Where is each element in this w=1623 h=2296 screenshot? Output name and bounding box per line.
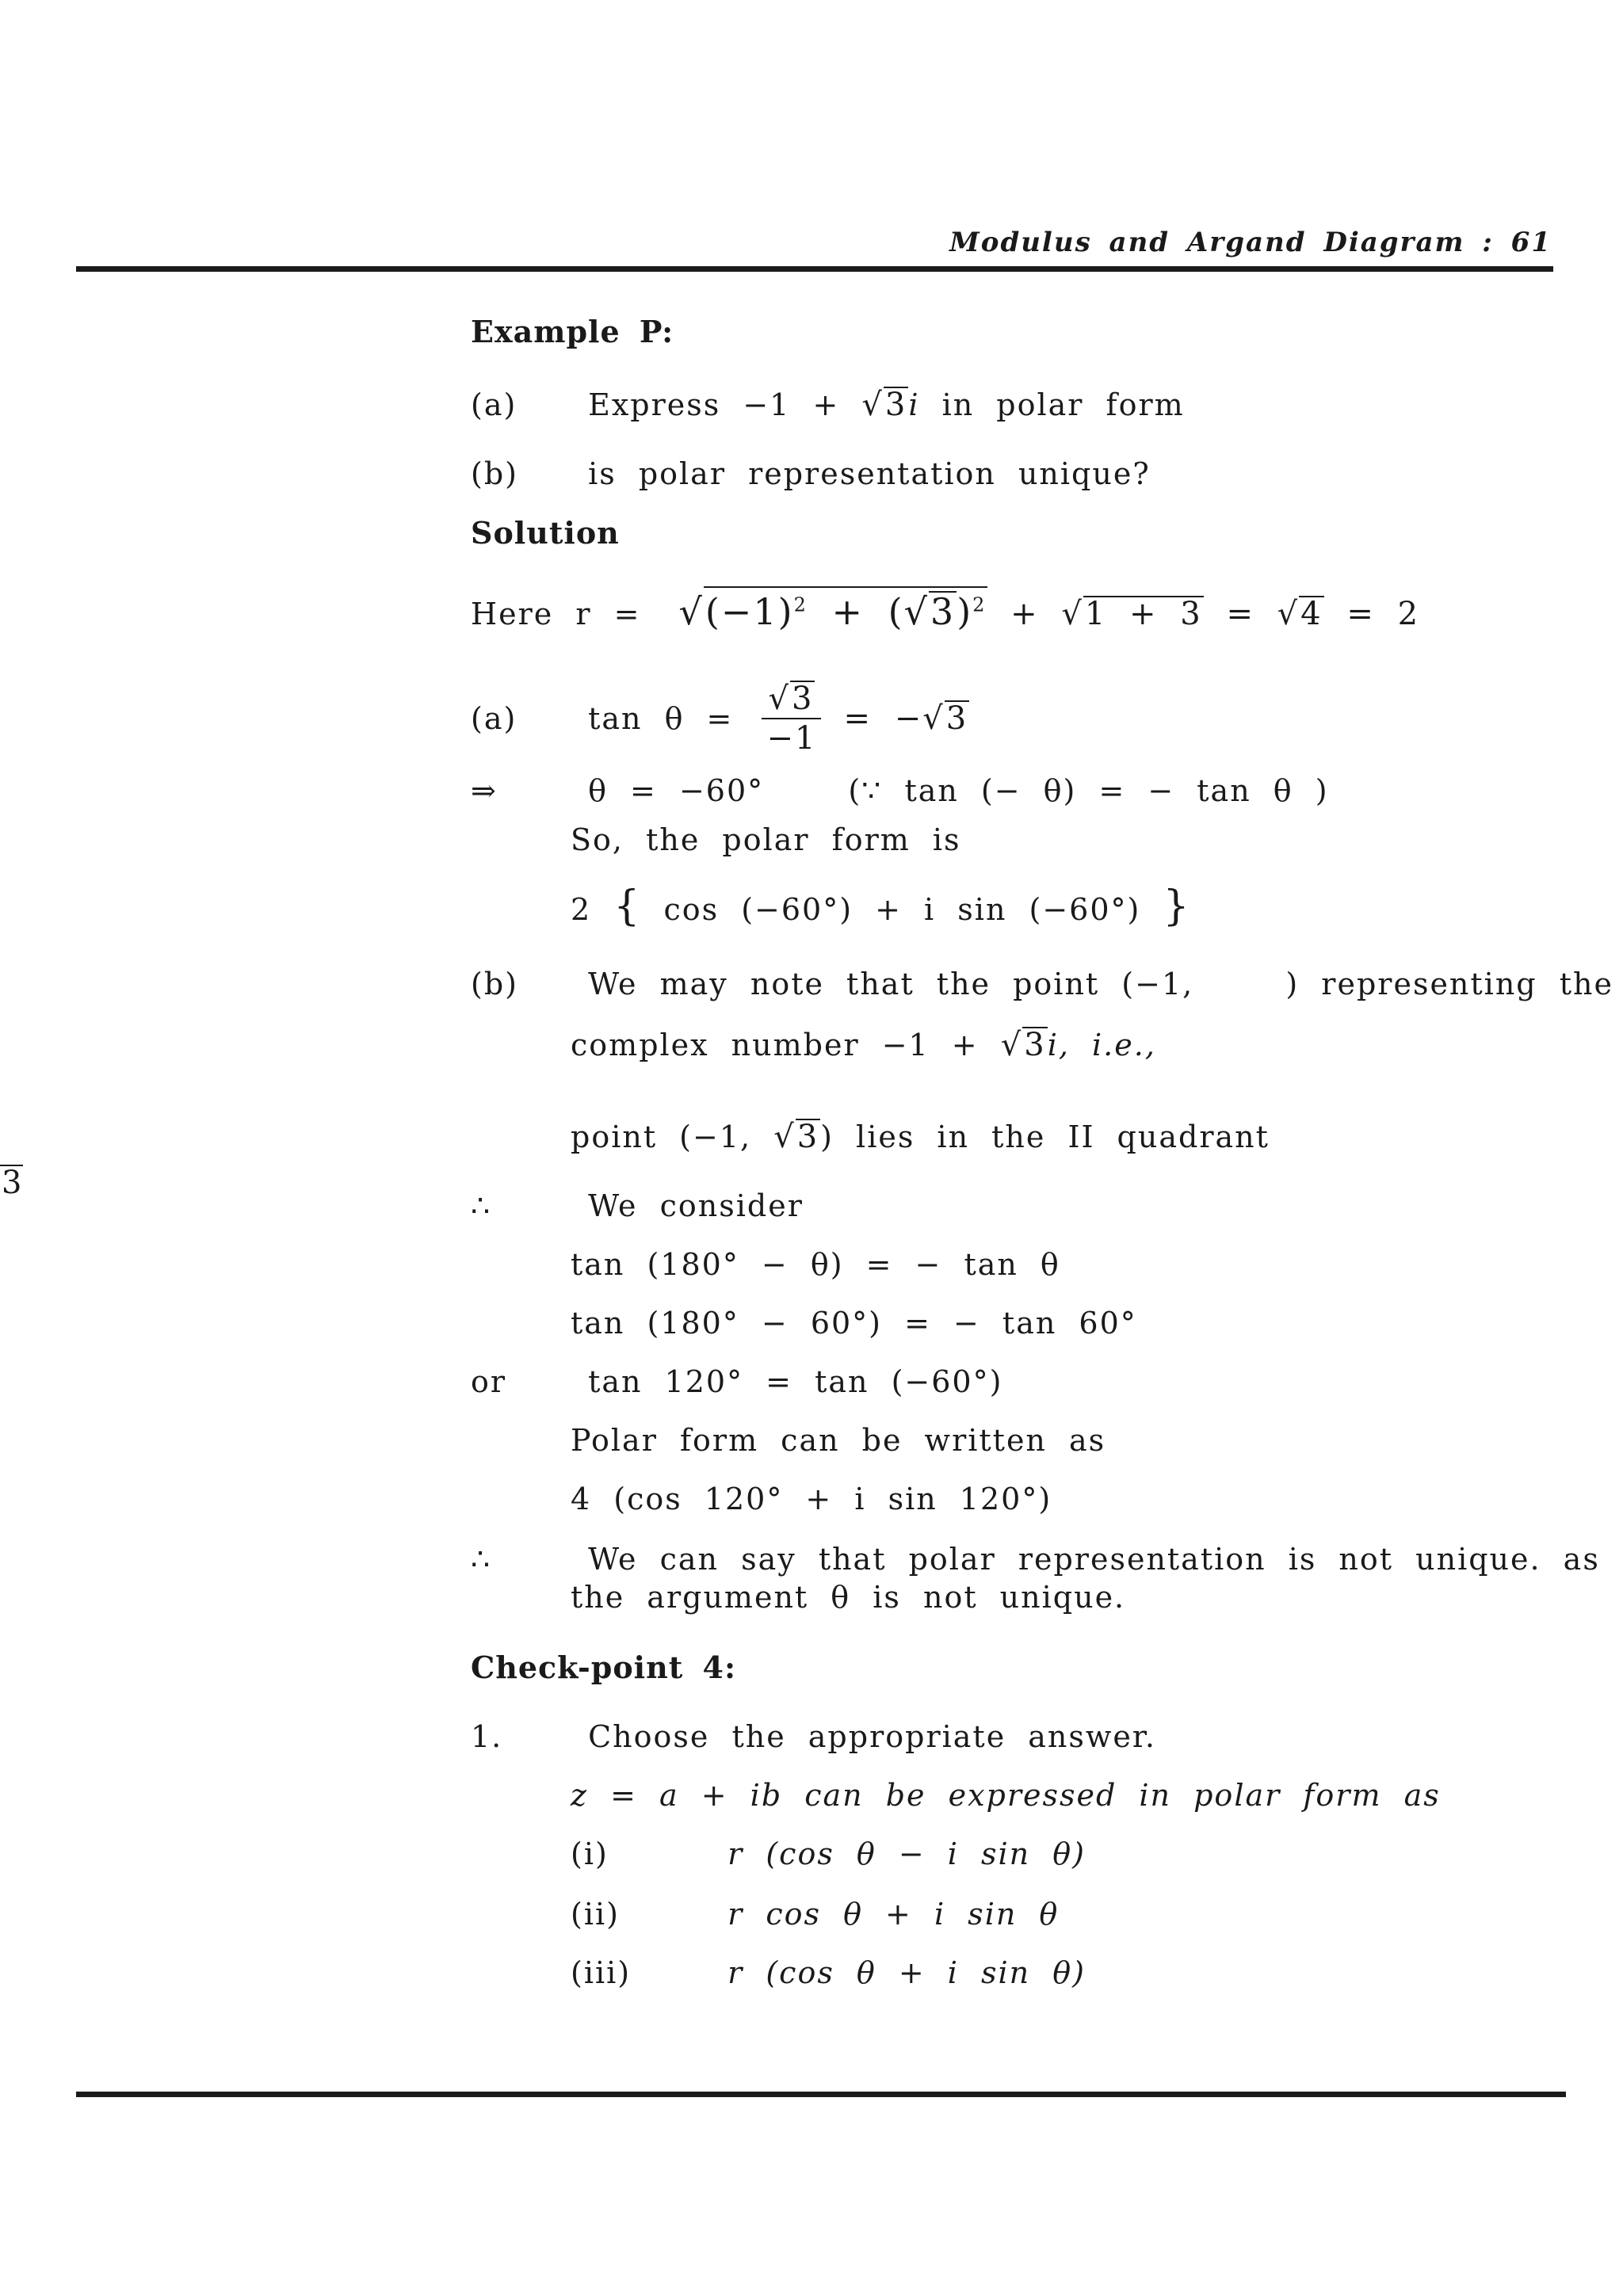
margin-fragment [0, 1165, 23, 1201]
footer-rule [76, 2092, 1566, 2097]
r-plus: + [831, 590, 865, 633]
b-line2-post: i, i.e., [1047, 1028, 1156, 1062]
option-iii [571, 1955, 1086, 1990]
q1-stem: z = a + ib can be expressed in polar form as [571, 1778, 1441, 1813]
example-title: Example P: [471, 314, 674, 349]
tan-120-line [471, 1364, 1002, 1399]
part-a-sqrt: 3 [884, 387, 907, 423]
implies-symbol: ⇒ [471, 773, 498, 808]
part-a-label: (a) [471, 387, 517, 422]
therefore-symbol-2: ∴ [471, 1542, 492, 1577]
tan-identity-60-line: tan (180° − 60°) = − tan 60° [571, 1306, 1137, 1341]
b-line1-pre: We may note that the point (−1, [588, 967, 1194, 1001]
point-post: ) lies in the II quadrant [820, 1119, 1270, 1154]
part-a-i: i [908, 387, 920, 422]
frac-result-pre: = − [843, 700, 923, 737]
r-term-1: (−1) [705, 590, 794, 633]
margin-sqrt: 3 [2, 1165, 22, 1201]
theta-value: θ = −60° [588, 773, 765, 808]
part-b-line2: complex number −1 + √3i, i.e., [571, 1027, 1156, 1063]
therefore-symbol: ∴ [471, 1188, 492, 1223]
r-result: = 2 [1346, 596, 1420, 632]
part-a-text-pre: Express [588, 387, 721, 422]
point-pre: point (−1, [571, 1119, 752, 1154]
because-note: (∵ tan (− θ) = − tan θ ) [848, 773, 1329, 808]
conclusion-line1 [471, 1542, 1600, 1577]
frac-result-sqrt: 3 [945, 700, 968, 737]
tan-label: tan θ = [588, 701, 734, 736]
option-i-text: r (cos θ − i sin θ) [727, 1836, 1086, 1871]
theta-line [471, 773, 1329, 808]
here-label: Here r = [471, 597, 641, 631]
or-label: or [471, 1364, 507, 1399]
part-b-text: is polar representation unique? [588, 456, 1151, 491]
r-exp-2: 2 [972, 593, 987, 616]
polar-coeff: 2 [571, 892, 592, 927]
r-eq: = [1226, 596, 1254, 632]
option-i [571, 1836, 1086, 1871]
example-part-b [471, 456, 1151, 491]
polar-form-line [571, 883, 1191, 930]
r-rest-plus: + [1010, 596, 1039, 632]
frac-den: −1 [766, 720, 817, 757]
so-line: So, the polar form is [571, 822, 961, 857]
r-paren-close: ) [957, 590, 973, 633]
conclusion-line2: the argument θ is not unique. [571, 1580, 1126, 1615]
b-line2-sqrt: 3 [1024, 1027, 1046, 1063]
tan-theta-line: (a) tan θ = $\frac{√3}{-1}$ = −√3 [471, 681, 968, 757]
tan-identity-line: tan (180° − θ) = − tan θ [571, 1247, 1060, 1282]
solution-a-label: (a) [471, 701, 517, 736]
part-a-text-post: in polar form [941, 387, 1185, 422]
frac-num-sqrt: 3 [791, 681, 814, 717]
r-sqrt-four: 4 [1300, 596, 1323, 632]
question-1 [471, 1719, 1156, 1754]
polar-open-brace: { [613, 883, 642, 930]
running-header: Modulus and Argand Diagram : 61 [949, 227, 1552, 258]
part-b-line1 [471, 967, 1613, 1001]
option-ii-text: r cos θ + i sin θ [727, 1897, 1060, 1932]
option-iii-label: (iii) [571, 1955, 632, 1990]
consider-line [471, 1188, 804, 1223]
option-i-label: (i) [571, 1836, 609, 1871]
r-inner-sqrt: 3 [930, 590, 956, 633]
part-a-expr-pre: −1 + [743, 387, 840, 422]
option-ii [571, 1897, 1059, 1932]
modulus-line: Here $r = √(-1)^2 + (√3)^2 + √1 + 3 = √4 = 2$ [471, 586, 1419, 633]
header-rule [76, 266, 1553, 272]
r-paren-open: ( [888, 590, 904, 633]
r-sqrt-sum: 1 + 3 [1084, 596, 1202, 632]
point-line: point (−1, √3) lies in the II quadrant [571, 1119, 1270, 1155]
conclusion-text-1: We can say that polar representation is not unique. as [588, 1542, 1600, 1577]
checkpoint-title: Check-point 4: [471, 1650, 736, 1685]
part-b-label: (b) [471, 456, 518, 491]
tan-fraction: $\frac{√3}{-1}$ [762, 680, 821, 757]
point-sqrt: 3 [796, 1119, 819, 1155]
q1-text: Choose the appropriate answer. [588, 1719, 1156, 1754]
b-line2-pre: complex number −1 + [571, 1028, 979, 1062]
q1-label: 1. [471, 1719, 503, 1754]
option-ii-label: (ii) [571, 1897, 620, 1932]
r-exp-1: 2 [793, 593, 808, 616]
polar-120-line: 4 (cos 120° + i sin 120°) [571, 1482, 1052, 1516]
consider-text: We consider [588, 1188, 804, 1223]
polar-close-brace: } [1163, 883, 1191, 930]
b-line1-post: ) representing the [1285, 967, 1613, 1001]
option-iii-text: r (cos θ + i sin θ) [727, 1955, 1086, 1990]
solution-title: Solution [471, 515, 620, 551]
polar-written-line: Polar form can be written as [571, 1423, 1106, 1458]
polar-inner: cos (−60°) + i sin (−60°) [663, 892, 1141, 927]
example-part-a: (a) Express −1 + √3i in polar form [471, 387, 1185, 423]
solution-b-label: (b) [471, 967, 518, 1001]
tan-120-text: tan 120° = tan (−60°) [588, 1364, 1003, 1399]
